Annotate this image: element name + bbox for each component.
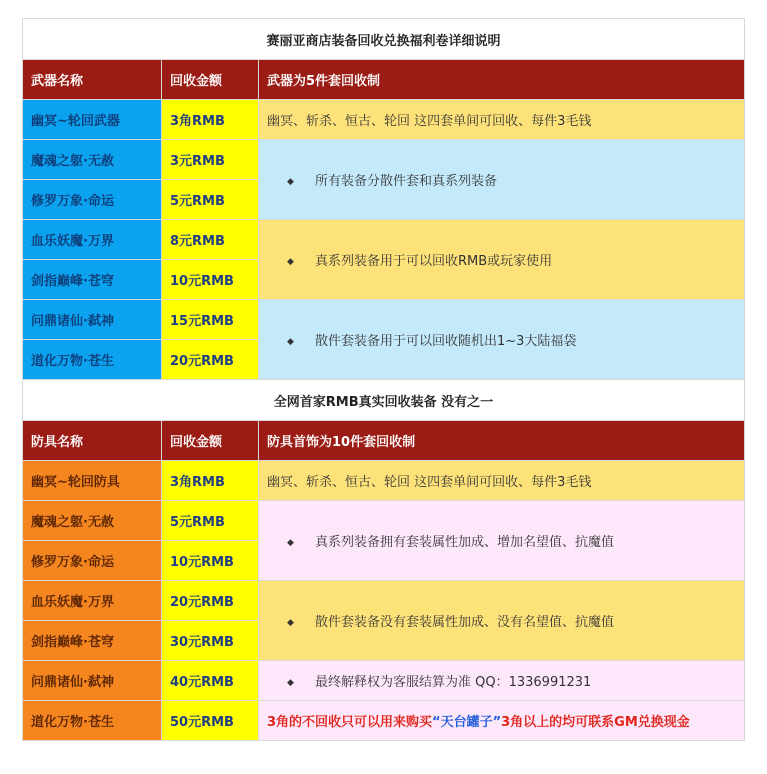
armor-title-row <box>23 380 745 421</box>
weapon-desc-group1 <box>259 140 745 220</box>
armor-name: 道化万物·苍生 <box>23 701 162 741</box>
armor-note <box>259 701 745 741</box>
armor-desc-group2 <box>259 581 745 661</box>
table-row <box>23 581 745 621</box>
armor-name: 剑指巅峰·苍穹 <box>23 621 162 661</box>
weapon-desc-group2 <box>259 220 745 300</box>
weapon-name-header: 武器名称 <box>23 60 162 100</box>
armor-desc-group1 <box>259 501 745 581</box>
weapon-price: 10元RMB <box>162 260 259 300</box>
armor-price-header: 回收金额 <box>162 421 259 461</box>
armor-desc-row1: 幽冥、斩杀、恒古、轮回 这四套单间可回收、每件3毛钱 <box>259 461 745 501</box>
armor-price: 40元RMB <box>162 661 259 701</box>
weapon-desc-row1: 幽冥、斩杀、恒古、轮回 这四套单间可回收、每件3毛钱 <box>259 100 745 140</box>
bullet-icon: ◆ <box>287 678 294 688</box>
bullet-icon: ◆ <box>287 618 294 628</box>
table-row <box>23 461 745 501</box>
weapon-header-row <box>23 60 745 100</box>
weapon-title-row <box>23 19 745 60</box>
table-row <box>23 701 745 741</box>
note-text-part1: 3角的不回收只可以用来购买 <box>267 715 433 730</box>
weapon-desc-group3 <box>259 300 745 380</box>
weapon-name: 问鼎诸仙·弑神 <box>23 300 162 340</box>
armor-header-row <box>23 421 745 461</box>
table-row <box>23 501 745 541</box>
table-row <box>23 100 745 140</box>
weapon-name: 幽冥~轮回武器 <box>23 100 162 140</box>
desc-text: 真系列装备拥有套装属性加成、增加名望值、抗魔值 <box>315 535 615 550</box>
armor-rule-header: 防具首饰为10件套回收制 <box>259 421 745 461</box>
weapon-price: 15元RMB <box>162 300 259 340</box>
armor-name: 血乐妖魔·万界 <box>23 581 162 621</box>
armor-name: 魔魂之躯·无赦 <box>23 501 162 541</box>
armor-name: 幽冥~轮回防具 <box>23 461 162 501</box>
bullet-icon: ◆ <box>287 257 294 267</box>
armor-price: 30元RMB <box>162 621 259 661</box>
table-row <box>23 661 745 701</box>
armor-table-title: 全网首家RMB真实回收装备 没有之一 <box>23 380 745 421</box>
armor-desc-row6 <box>259 661 745 701</box>
armor-price: 5元RMB <box>162 501 259 541</box>
bullet-icon: ◆ <box>287 337 294 347</box>
weapon-price-header: 回收金额 <box>162 60 259 100</box>
armor-price: 50元RMB <box>162 701 259 741</box>
weapon-name: 血乐妖魔·万界 <box>23 220 162 260</box>
bullet-icon: ◆ <box>287 177 294 187</box>
bullet-icon: ◆ <box>287 538 294 548</box>
weapon-price: 20元RMB <box>162 340 259 380</box>
table-row <box>23 300 745 340</box>
recycle-table <box>22 18 745 741</box>
armor-price: 3角RMB <box>162 461 259 501</box>
note-text-part2: 3角以上的均可联系GM兑换现金 <box>501 715 690 730</box>
desc-text: 所有装备分散件套和真系列装备 <box>315 174 498 189</box>
weapon-rule-header: 武器为5件套回收制 <box>259 60 745 100</box>
weapon-name: 剑指巅峰·苍穹 <box>23 260 162 300</box>
weapon-price: 3元RMB <box>162 140 259 180</box>
weapon-table-title: 赛丽亚商店装备回收兑换福利卷详细说明 <box>23 19 745 60</box>
desc-text: 真系列装备用于可以回收RMB或玩家使用 <box>315 254 553 269</box>
desc-text: 散件套装备没有套装属性加成、没有名望值、抗魔值 <box>315 615 615 630</box>
armor-price: 10元RMB <box>162 541 259 581</box>
weapon-name: 魔魂之躯·无赦 <box>23 140 162 180</box>
weapon-price: 8元RMB <box>162 220 259 260</box>
armor-price: 20元RMB <box>162 581 259 621</box>
table-row <box>23 220 745 260</box>
weapon-price: 5元RMB <box>162 180 259 220</box>
armor-name: 修罗万象·命运 <box>23 541 162 581</box>
armor-name: 问鼎诸仙·弑神 <box>23 661 162 701</box>
desc-text: 最终解释权为客服结算为准 QQ：1336991231 <box>315 675 592 690</box>
desc-text: 散件套装备用于可以回收随机出1~3大陆福袋 <box>315 334 577 349</box>
table-row <box>23 140 745 180</box>
weapon-name: 道化万物·苍生 <box>23 340 162 380</box>
armor-name-header: 防具名称 <box>23 421 162 461</box>
weapon-price: 3角RMB <box>162 100 259 140</box>
weapon-name: 修罗万象·命运 <box>23 180 162 220</box>
note-highlight: “天台罐子” <box>432 715 502 730</box>
